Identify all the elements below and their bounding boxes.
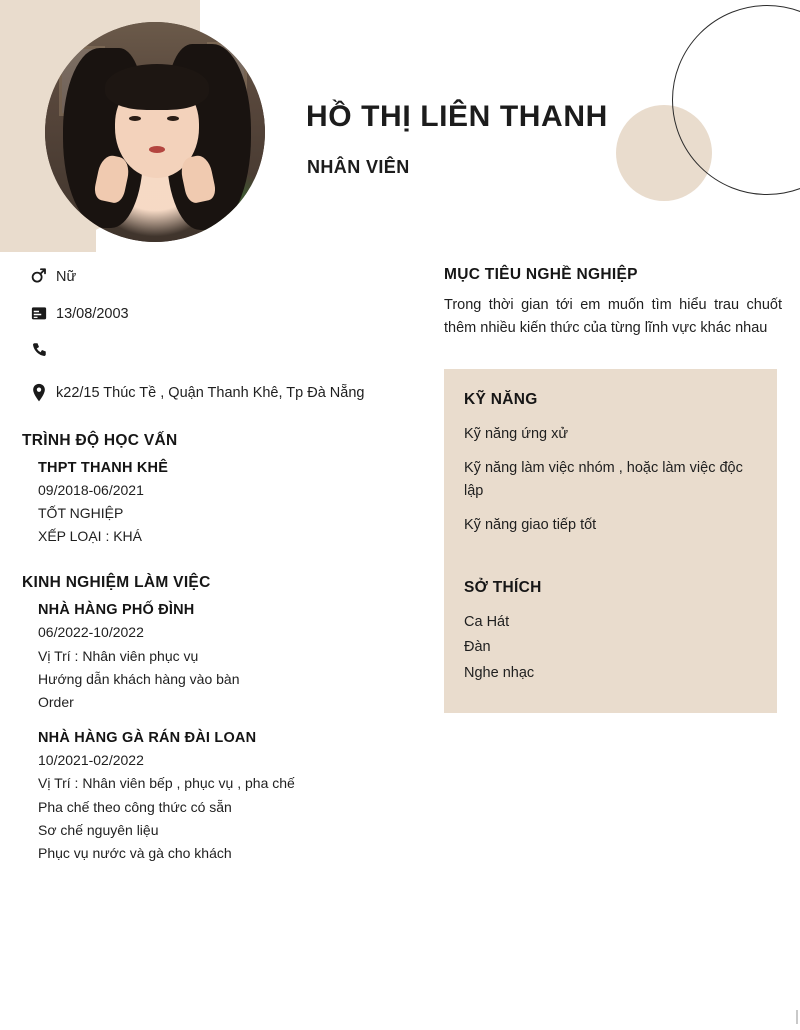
hair-fringe bbox=[105, 64, 209, 110]
left-column bbox=[22, 266, 422, 881]
contact-address bbox=[22, 382, 422, 405]
skills-interests-panel bbox=[444, 369, 777, 713]
experience-line: Pha chế theo công thức có sẵn bbox=[38, 798, 232, 815]
experience-title: KINH NGHIỆM LÀM VIỆC bbox=[22, 574, 211, 592]
page-title: HỒ THỊ LIÊN THANH bbox=[306, 100, 608, 133]
interests-title: SỞ THÍCH bbox=[464, 578, 542, 596]
address-value: k22/15 Thúc Tề , Quận Thanh Khê, Tp Đà Nẵng bbox=[56, 385, 365, 402]
objective-text: Trong thời gian tới em muốn tìm hiểu trau chuốt thêm nhiều kiến thức của từng lĩnh vực khác nhau bbox=[444, 297, 782, 337]
experience-line: Phục vụ nước và gà cho khách bbox=[38, 845, 232, 862]
calendar-icon bbox=[22, 303, 56, 322]
experience-line: Vị Trí : Nhân viên phục vụ bbox=[38, 647, 199, 664]
skill-item: Kỹ năng ứng xử bbox=[464, 425, 569, 442]
job-role: NHÂN VIÊN bbox=[307, 157, 410, 177]
education-line: TỐT NGHIỆP bbox=[38, 504, 124, 521]
experience-company: NHÀ HÀNG GÀ RÁN ĐÀI LOAN bbox=[38, 730, 257, 747]
eye-right bbox=[167, 116, 179, 121]
education-title: TRÌNH ĐỘ HỌC VẤN bbox=[22, 431, 178, 449]
experience-line: 06/2022-10/2022 bbox=[38, 624, 144, 641]
education-line: 09/2018-06/2021 bbox=[38, 481, 144, 498]
gender-icon bbox=[22, 266, 56, 285]
location-pin-icon bbox=[22, 382, 56, 403]
lips bbox=[149, 146, 165, 153]
skill-item: Kỹ năng làm việc nhóm , hoặc làm việc độc lập bbox=[464, 460, 743, 499]
education-item bbox=[38, 460, 422, 549]
resume-header bbox=[0, 0, 800, 252]
dob-value: 13/08/2003 bbox=[56, 306, 129, 323]
experience-line: Vị Trí : Nhân viên bếp , phục vụ , pha chế bbox=[38, 775, 295, 792]
contact-phone bbox=[22, 340, 422, 358]
objective-title: MỤC TIÊU NGHỀ NGHIỆP bbox=[444, 266, 638, 283]
interest-item: Nghe nhạc bbox=[464, 664, 535, 681]
education-school: THPT THANH KHÊ bbox=[38, 459, 169, 476]
phone-icon bbox=[22, 340, 56, 358]
gender-value: Nữ bbox=[56, 269, 77, 285]
eye-left bbox=[129, 116, 141, 121]
page-edge-mark bbox=[796, 1010, 798, 1024]
experience-line: Sơ chế nguyên liệu bbox=[38, 821, 159, 838]
experience-company: NHÀ HÀNG PHỐ ĐÌNH bbox=[38, 602, 195, 619]
avatar bbox=[45, 22, 265, 242]
interest-item: Ca Hát bbox=[464, 613, 510, 630]
experience-line: Order bbox=[38, 693, 74, 710]
skill-item: Kỹ năng giao tiếp tốt bbox=[464, 517, 597, 534]
contact-dob bbox=[22, 303, 422, 326]
contact-gender bbox=[22, 266, 422, 289]
interest-item: Đàn bbox=[464, 639, 491, 656]
skills-title: KỸ NĂNG bbox=[464, 390, 538, 408]
experience-item bbox=[38, 602, 422, 714]
experience-item bbox=[38, 730, 422, 865]
avatar-photo bbox=[45, 22, 265, 242]
experience-line: Hướng dẫn khách hàng vào bàn bbox=[38, 670, 240, 687]
experience-line: 10/2021-02/2022 bbox=[38, 752, 144, 769]
education-line: XẾP LOẠI : KHÁ bbox=[38, 528, 143, 545]
right-column bbox=[444, 266, 782, 713]
